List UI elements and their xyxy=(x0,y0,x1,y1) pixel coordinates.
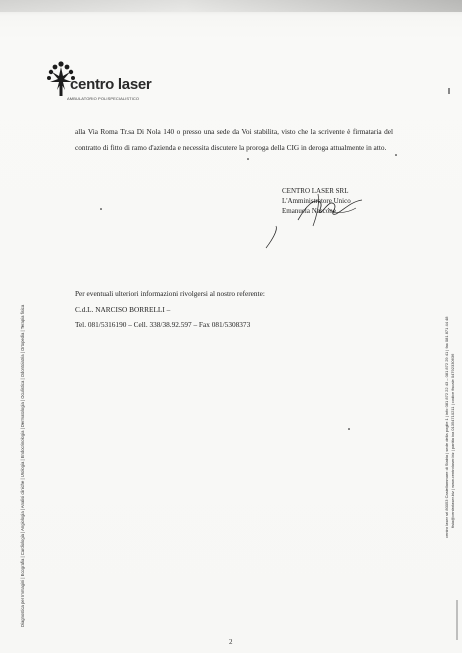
scan-speck xyxy=(247,158,249,160)
signature-role: L'Amministratore Unico xyxy=(282,197,351,205)
scan-edge-mark xyxy=(448,88,450,94)
logo-name: centro laser xyxy=(70,76,152,93)
contact-referent: C.d.L. NARCISO BORRELLI – xyxy=(75,304,171,314)
scan-shadow xyxy=(0,0,462,12)
page-number: 2 xyxy=(229,638,233,646)
company-info-line-2: fisia@centrolaser.biz | www.centrolaser.biz | partita iva 01354710211 | codice fiscale 04792330636 xyxy=(450,353,455,528)
company-info-margin xyxy=(444,248,455,538)
signature-name: Emanuela Nascone xyxy=(282,207,336,215)
signature-company: CENTRO LASER SRL xyxy=(282,187,349,195)
logo-tagline: AMBULATORIO POLISPECIALISTICO xyxy=(67,96,140,101)
signature-block xyxy=(282,186,392,216)
contact-intro: Per eventuali ulteriori informazioni rivolgersi al nostro referente: xyxy=(75,289,265,298)
scan-speck xyxy=(395,154,397,156)
contact-phones: Tel. 081/5316190 – Cell. 338/38.92.597 – Fax 081/5308373 xyxy=(75,320,251,329)
services-margin-text: Diagnostica per Immagini | Ecografia | Cardiologia | Angiologia | Analisi cliniche | Urologia | Endocrinologia | Dermatologia | Oculistica | Odontoiatria | Ortopedia | Terapia fisica xyxy=(20,304,25,627)
contact-block xyxy=(75,286,335,333)
scan-speck xyxy=(100,208,102,210)
scan-speck xyxy=(348,428,350,430)
body-paragraph: alla Via Roma Tr.sa Di Nola 140 o presso una sede da Voi stabilita, visto che la scrivente è firmataria del contratto di fitto di ramo d'azienda e necessita discutere la proroga della CIG in deroga attualmente in atto. xyxy=(75,127,393,152)
company-info-line-1: centro laser srl 80053 Castellammare di Stabia | sede della poglie 1 | info 081 872 22 43 – 081 872 29 41 | fax 081 871 44 48 xyxy=(444,316,449,538)
scan-edge-mark xyxy=(456,600,458,640)
